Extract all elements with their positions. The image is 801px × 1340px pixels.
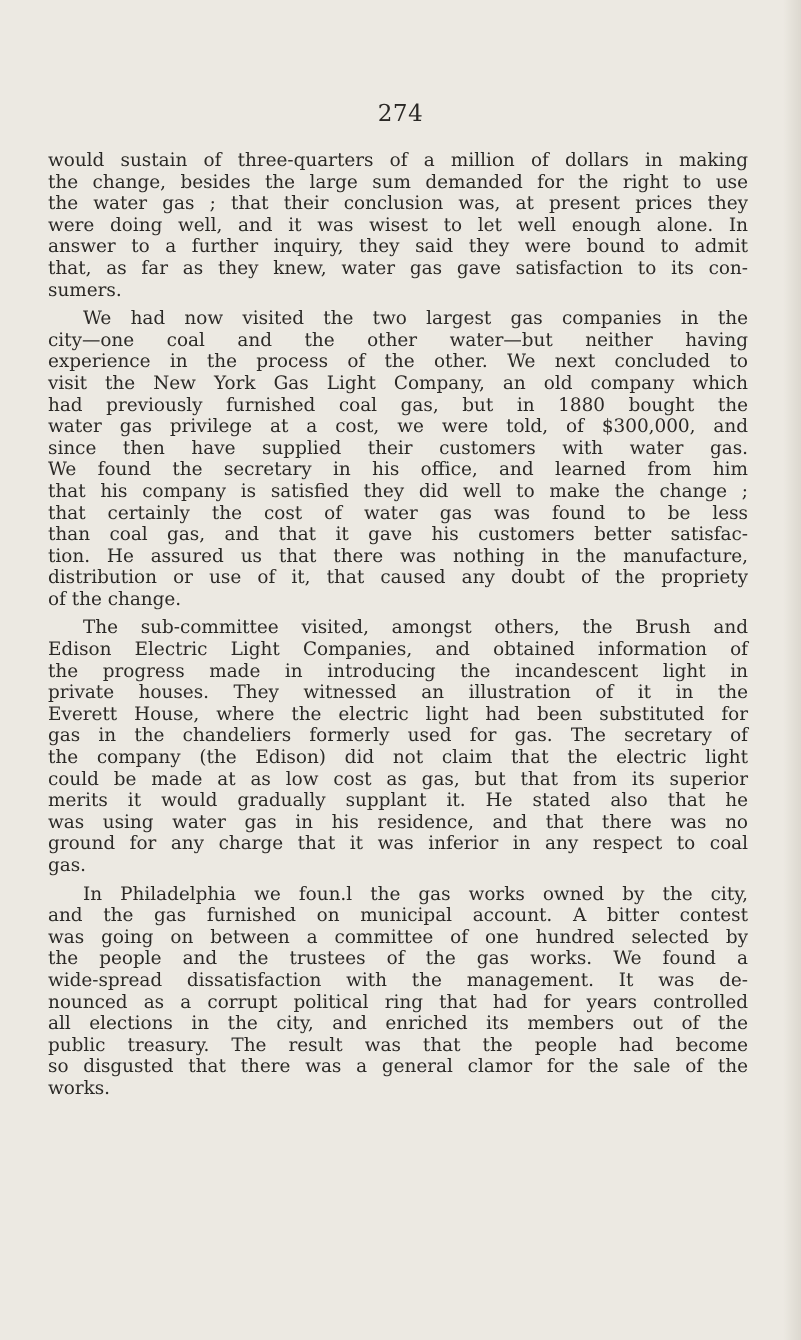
text-line: that certainly the cost of water gas was found to be less <box>48 502 748 524</box>
text-line: visit the New York Gas Light Company, an old company which <box>48 372 748 394</box>
text-line: We found the secretary in his office, and learned from him <box>48 459 748 481</box>
text-line: private houses. They witnessed an illustration of it in the <box>48 682 748 704</box>
text-line: gas. <box>48 855 87 876</box>
text-line: and the gas furnished on municipal account. A bitter contest <box>48 905 748 927</box>
text-line: gas in the chandeliers formerly used for gas. The secretary of <box>48 725 748 747</box>
text-line: was using water gas in his residence, and that there was no <box>48 811 748 833</box>
text-line: would sustain of three-quarters of a million of dollars in making <box>48 150 748 171</box>
text-line: than coal gas, and that it gave his customers better satisfac- <box>48 524 748 546</box>
text-line: public treasury. The result was that the people had become <box>48 1034 748 1056</box>
text-line: answer to a further inquiry, they said they were bound to admit <box>48 236 748 258</box>
text-line: could be made at as low cost as gas, but that from its superior <box>48 768 748 790</box>
text-line: all elections in the city, and enriched its members out of the <box>48 1013 748 1035</box>
page-edge-shadow <box>783 0 801 1340</box>
text-line: the water gas ; that their conclusion was, at present prices they <box>48 193 748 215</box>
text-line: sumers. <box>48 279 122 301</box>
text-line: had previously furnished coal gas, but in 1880 bought the <box>48 394 748 416</box>
text-line: The sub-committee visited, amongst others, the Brush and <box>83 617 748 639</box>
text-line: the people and the trustees of the gas works. We found a <box>48 948 748 970</box>
text-line: city—one coal and the other water—but neither having <box>48 329 748 351</box>
text-line: since then have supplied their customers with water gas. <box>48 437 748 459</box>
text-line: the company (the Edison) did not claim that the electric light <box>48 747 748 769</box>
text-line: that his company is satisfied they did well to make the change ; <box>48 480 748 502</box>
text-line: water gas privilege at a cost, we were told, of $300,000, and <box>48 416 748 438</box>
text-line: tion. He assured us that there was nothing in the manufacture, <box>48 545 748 567</box>
text-line: were doing well, and it was wisest to let well enough alone. In <box>48 214 748 236</box>
text-line: the progress made in introducing the incandescent light in <box>48 660 748 682</box>
text-line: the change, besides the large sum demanded for the right to use <box>48 171 748 193</box>
text-line: merits it would gradually supplant it. He stated also that he <box>48 790 748 812</box>
text-line: In Philadelphia we foun.l the gas works owned by the city, <box>83 883 748 905</box>
body-text <box>48 150 748 1100</box>
page-number: 274 <box>377 101 424 127</box>
text-line: distribution or use of it, that caused any doubt of the propriety <box>48 567 748 589</box>
text-line: ground for any charge that it was inferior in any respect to coal <box>48 833 748 855</box>
text-line: We had now visited the two largest gas companies in the <box>83 308 748 330</box>
text-line: Everett House, where the electric light had been substituted for <box>48 703 748 725</box>
text-line: so disgusted that there was a general clamor for the sale of the <box>48 1056 748 1078</box>
text-line: nounced as a corrupt political ring that had for years controlled <box>48 991 748 1013</box>
text-line: experience in the process of the other. We next concluded to <box>48 351 748 373</box>
text-line: works. <box>48 1077 111 1099</box>
text-line: of the change. <box>48 588 182 610</box>
text-line: wide-spread dissatisfaction with the management. It was de- <box>48 969 748 991</box>
text-line: that, as far as they knew, water gas gave satisfaction to its con- <box>48 257 748 279</box>
text-line: was going on between a committee of one hundred selected by <box>48 926 748 948</box>
text-line: Edison Electric Light Companies, and obtained information of <box>48 639 748 661</box>
